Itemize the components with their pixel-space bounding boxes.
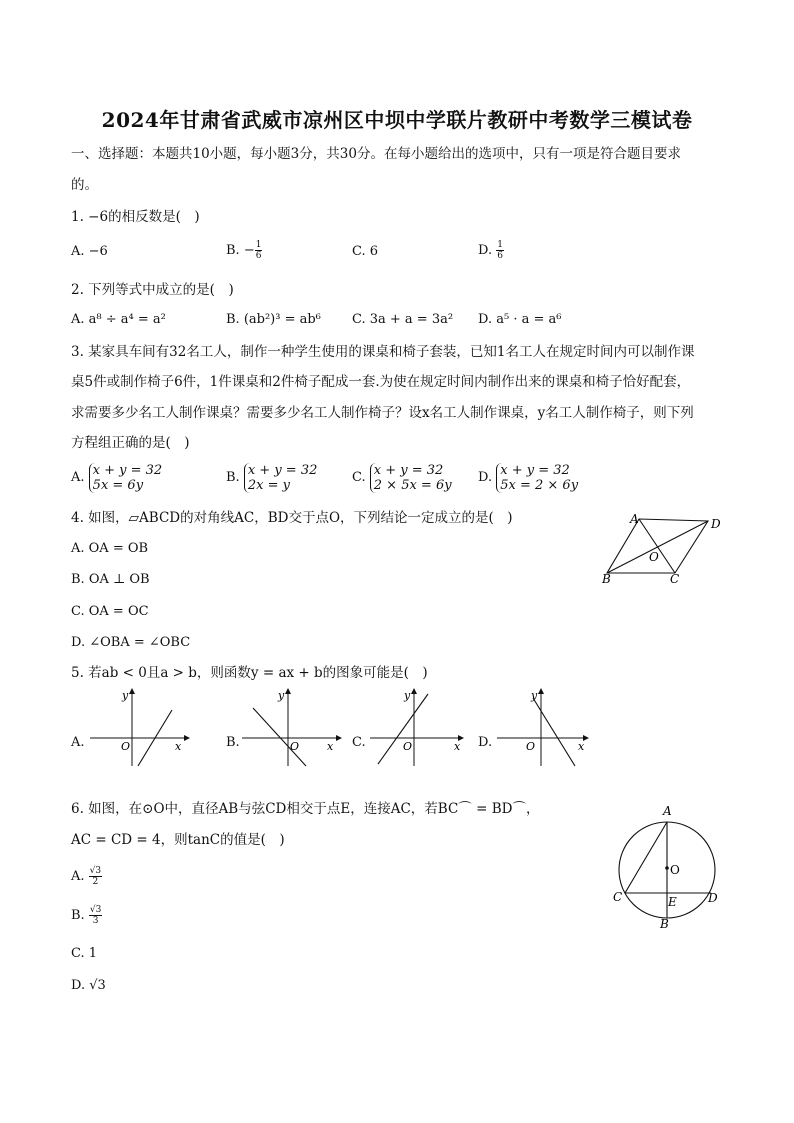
x-axis-label: x [578,740,585,753]
q4-label-o: O [649,550,659,564]
function-line [378,694,428,764]
q3-option-c-eq2: 2 × 5x = 6y [373,478,452,493]
section-header-line2: 的。 [71,177,98,193]
q4-option-d: D. ∠OBA = ∠OBC [71,635,191,650]
q3-option-a-label: A. [71,470,85,485]
q3-option-d-system [496,463,578,493]
q3-option-b [226,463,317,493]
q6-circle-figure [605,800,735,935]
q5-graph-a [86,688,196,770]
y-axis-label: y [278,689,285,702]
y-axis-arrow [411,688,417,694]
q1-option-b-denominator: 6 [255,251,262,261]
q3-option-b-eq2: 2x = y [247,478,290,493]
q1-option-c: C. 6 [352,244,379,259]
q6-option-b-fraction [89,905,102,926]
q2-option-a: A. a⁸ ÷ a⁴ = a² [71,312,166,327]
q2-option-c: C. 3a + a = 3a² [352,312,454,327]
x-axis-arrow [336,735,342,741]
q4-label-d: D [711,517,721,531]
q2-option-b: B. (ab²)³ = ab⁶ [226,312,321,327]
q4-label-a: A [630,512,639,526]
q4-option-b: B. OA ⊥ OB [71,572,150,587]
q6-line2: AC = CD = 4，则tanC的值是( ) [71,832,285,848]
q1-option-d-fraction [496,240,504,261]
q2-option-d: D. a⁵ · a = a⁶ [478,312,562,327]
q3-line1: 3. 某家具车间有32名工人，制作一种学生使用的课桌和椅子套装，已知1名工人在规定时间内可以制作课 [71,344,695,360]
x-axis-arrow [184,735,190,741]
q5-option-a-label: A. [71,735,85,750]
origin-label: O [121,740,131,753]
y-axis-arrow [129,688,135,694]
q1-option-b-prefix: B. − [226,243,255,258]
q1-option-d-prefix: D. [478,243,497,258]
q3-option-d-eq1: x + y = 32 [500,463,570,478]
q5-graph-c [366,688,476,770]
q6-option-a-numerator: √3 [89,866,102,876]
q2-stem: 2. 下列等式中成立的是( ) [71,282,234,298]
center-point [665,866,669,870]
segment-ac [625,822,667,893]
function-line [533,698,575,766]
q3-option-a-eq2: 5x = 6y [92,478,144,493]
q3-option-a-eq1: x + y = 32 [92,463,163,478]
q3-option-d-eq2: 5x = 2 × 6y [500,478,579,493]
q3-option-a [71,463,162,493]
y-axis-label: y [531,689,538,702]
q6-option-a-fraction [89,866,102,887]
x-axis-label: x [327,740,334,753]
q4-option-a: A. OA = OB [71,541,149,556]
q4-label-b: B [602,572,611,586]
q1-option-d [478,240,504,261]
q3-option-c-system [370,463,452,493]
q3-line2: 桌5件或制作椅子6件，1件课桌和2件椅子配成一套.为使在规定时间内制作出来的课桌和椅子恰好配套， [71,374,691,390]
q4-label-c: C [670,572,680,586]
q6-option-b-label: B. [71,908,89,923]
section-header-line1: 一、选择题：本题共10小题，每小题3分，共30分。在每小题给出的选项中，只有一项是符合题目要求 [71,146,681,162]
origin-label: O [290,740,300,753]
q5-option-c-label: C. [352,735,366,750]
q3-line3: 求需要多少名工人制作课桌？需要多少名工人制作椅子？设x名工人制作课桌，y名工人制作椅子，则下列 [71,405,694,421]
q1-option-d-denominator: 6 [497,251,503,261]
origin-label: O [526,740,536,753]
q1-option-b-numerator: 1 [255,240,262,250]
q6-label-b: B [660,917,669,931]
q6-option-a-denominator: 2 [92,877,99,887]
q1-option-b-fraction [255,240,263,261]
q1-stem: 1. −6的相反数是( ) [71,209,200,225]
q5-option-d-label: D. [478,735,493,750]
function-line [253,708,306,766]
q3-option-b-system [244,463,318,493]
q6-option-b-denominator: 3 [92,916,99,926]
q1-option-b [226,240,262,261]
q5-stem: 5. 若ab < 0且a > b，则函数y = ax + b的图象可能是( ) [71,665,428,681]
q1-option-d-numerator: 1 [497,240,503,250]
q3-option-c-label: C. [352,470,366,485]
q6-label-e: E [668,895,677,909]
q3-option-c-eq1: x + y = 32 [373,463,444,478]
q1-option-a: A. −6 [71,244,108,259]
q4-option-c: C. OA = OC [71,604,149,619]
q6-label-a: A [663,804,672,818]
y-axis-label: y [404,689,411,702]
x-axis-label: x [175,740,182,753]
y-axis-arrow [285,688,291,694]
q4-parallelogram-figure [595,510,730,590]
q6-option-c: C. 1 [71,946,98,961]
diagonal-ac [639,519,675,573]
q3-option-b-label: B. [226,470,240,485]
q3-option-c [352,463,452,493]
page-title: 2024年甘肃省武威市凉州区中坝中学联片教研中考数学三模试卷 [101,108,693,132]
q3-option-a-system [89,463,163,493]
q6-label-o: O [670,863,680,877]
q3-option-d-label: D. [478,470,493,485]
q4-stem: 4. 如图，▱ABCD的对角线AC，BD交于点O，下列结论一定成立的是( ) [71,510,513,526]
y-axis-arrow [538,688,544,694]
q6-label-c: C [613,890,623,904]
y-axis-label: y [122,689,129,702]
q6-option-a-label: A. [71,869,89,884]
q6-option-b [71,905,102,926]
x-axis-label: x [454,740,461,753]
q5-graph-b [238,688,348,770]
q6-option-a [71,866,102,887]
q5-option-b-label: B. [226,735,240,750]
q3-option-d [478,463,578,493]
q3-option-b-eq1: x + y = 32 [247,463,318,478]
q6-option-b-numerator: √3 [89,905,102,915]
q3-line4: 方程组正确的是( ) [71,435,190,451]
q6-option-d: D. √3 [71,978,106,993]
q5-graph-d [493,688,603,770]
q6-line1: 6. 如图，在⊙O中，直径AB与弦CD相交于点E，连接AC，若BC⌒ = BD⌒， [71,801,540,817]
origin-label: O [403,740,413,753]
q6-label-d: D [708,891,718,905]
